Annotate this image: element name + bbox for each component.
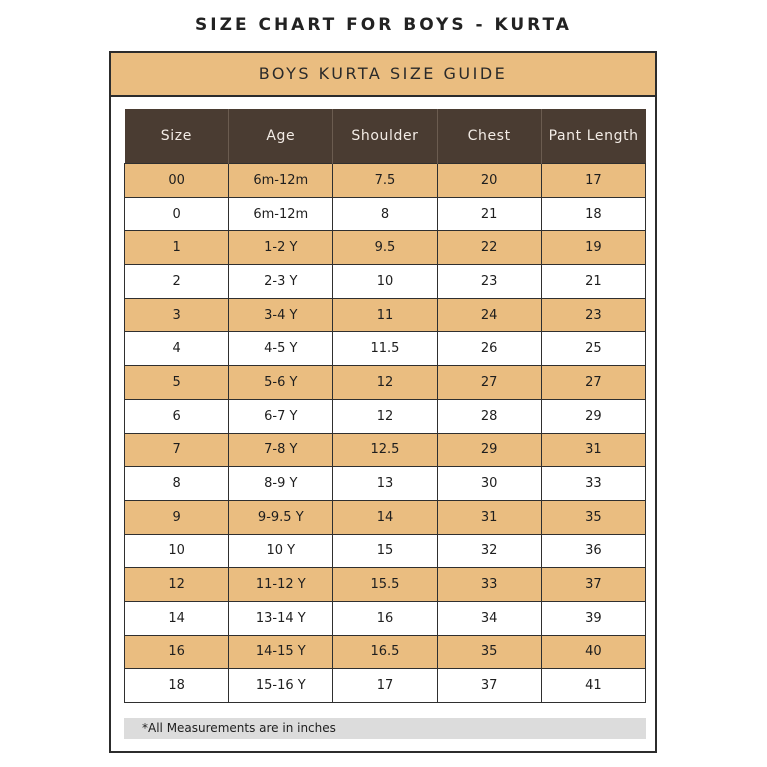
cell-chest: 33	[437, 568, 541, 602]
cell-age: 2-3 Y	[229, 265, 333, 299]
cell-size: 18	[125, 669, 229, 703]
table-row	[125, 568, 646, 602]
cell-age: 6m-12m	[229, 197, 333, 231]
cell-size: 2	[125, 265, 229, 299]
cell-size: 9	[125, 500, 229, 534]
measurement-note: *All Measurements are in inches	[124, 718, 646, 739]
cell-shoulder: 16.5	[333, 635, 437, 669]
table-header-row	[125, 109, 646, 164]
table-row	[125, 231, 646, 265]
cell-pant-length: 19	[541, 231, 645, 265]
cell-chest: 23	[437, 265, 541, 299]
table-row	[125, 433, 646, 467]
cell-shoulder: 12.5	[333, 433, 437, 467]
column-header-age: Age	[229, 109, 333, 164]
cell-shoulder: 16	[333, 601, 437, 635]
cell-size: 1	[125, 231, 229, 265]
cell-size: 14	[125, 601, 229, 635]
cell-pant-length: 36	[541, 534, 645, 568]
column-header-size: Size	[125, 109, 229, 164]
cell-shoulder: 12	[333, 366, 437, 400]
cell-age: 7-8 Y	[229, 433, 333, 467]
cell-pant-length: 21	[541, 265, 645, 299]
cell-size: 6	[125, 399, 229, 433]
cell-age: 1-2 Y	[229, 231, 333, 265]
cell-size: 12	[125, 568, 229, 602]
cell-chest: 21	[437, 197, 541, 231]
cell-chest: 35	[437, 635, 541, 669]
cell-chest: 24	[437, 298, 541, 332]
cell-age: 14-15 Y	[229, 635, 333, 669]
cell-shoulder: 17	[333, 669, 437, 703]
table-body	[125, 164, 646, 703]
table-row	[125, 534, 646, 568]
table-row	[125, 298, 646, 332]
cell-age: 9-9.5 Y	[229, 500, 333, 534]
cell-chest: 26	[437, 332, 541, 366]
cell-shoulder: 10	[333, 265, 437, 299]
column-header-pant-length: Pant Length	[541, 109, 645, 164]
table-row	[125, 197, 646, 231]
cell-pant-length: 33	[541, 467, 645, 501]
cell-age: 4-5 Y	[229, 332, 333, 366]
cell-pant-length: 27	[541, 366, 645, 400]
cell-chest: 28	[437, 399, 541, 433]
cell-size: 7	[125, 433, 229, 467]
table-row	[125, 366, 646, 400]
cell-pant-length: 25	[541, 332, 645, 366]
cell-chest: 32	[437, 534, 541, 568]
table-row	[125, 467, 646, 501]
cell-shoulder: 9.5	[333, 231, 437, 265]
cell-pant-length: 23	[541, 298, 645, 332]
cell-chest: 30	[437, 467, 541, 501]
cell-pant-length: 35	[541, 500, 645, 534]
table-row	[125, 399, 646, 433]
cell-chest: 22	[437, 231, 541, 265]
cell-size: 0	[125, 197, 229, 231]
cell-shoulder: 15.5	[333, 568, 437, 602]
table-row	[125, 332, 646, 366]
cell-shoulder: 15	[333, 534, 437, 568]
page-title: SIZE CHART FOR BOYS - KURTA	[195, 15, 572, 35]
table-row	[125, 164, 646, 198]
cell-size: 8	[125, 467, 229, 501]
cell-size: 00	[125, 164, 229, 198]
cell-age: 5-6 Y	[229, 366, 333, 400]
cell-pant-length: 41	[541, 669, 645, 703]
cell-size: 3	[125, 298, 229, 332]
cell-size: 16	[125, 635, 229, 669]
cell-age: 6-7 Y	[229, 399, 333, 433]
cell-shoulder: 7.5	[333, 164, 437, 198]
cell-pant-length: 29	[541, 399, 645, 433]
cell-size: 4	[125, 332, 229, 366]
cell-pant-length: 37	[541, 568, 645, 602]
cell-chest: 31	[437, 500, 541, 534]
size-table	[124, 109, 646, 703]
cell-shoulder: 12	[333, 399, 437, 433]
cell-chest: 29	[437, 433, 541, 467]
cell-age: 10 Y	[229, 534, 333, 568]
cell-age: 11-12 Y	[229, 568, 333, 602]
size-guide-card	[109, 51, 657, 753]
column-header-chest: Chest	[437, 109, 541, 164]
cell-age: 13-14 Y	[229, 601, 333, 635]
cell-shoulder: 8	[333, 197, 437, 231]
cell-shoulder: 13	[333, 467, 437, 501]
table-row	[125, 500, 646, 534]
cell-pant-length: 17	[541, 164, 645, 198]
cell-pant-length: 31	[541, 433, 645, 467]
table-row	[125, 601, 646, 635]
cell-size: 5	[125, 366, 229, 400]
cell-chest: 20	[437, 164, 541, 198]
table-row	[125, 265, 646, 299]
cell-size: 10	[125, 534, 229, 568]
cell-pant-length: 18	[541, 197, 645, 231]
cell-chest: 27	[437, 366, 541, 400]
cell-shoulder: 11	[333, 298, 437, 332]
table-row	[125, 669, 646, 703]
cell-age: 8-9 Y	[229, 467, 333, 501]
cell-pant-length: 40	[541, 635, 645, 669]
cell-shoulder: 14	[333, 500, 437, 534]
cell-age: 6m-12m	[229, 164, 333, 198]
cell-pant-length: 39	[541, 601, 645, 635]
column-header-shoulder: Shoulder	[333, 109, 437, 164]
cell-age: 3-4 Y	[229, 298, 333, 332]
cell-shoulder: 11.5	[333, 332, 437, 366]
size-guide-title: BOYS KURTA SIZE GUIDE	[111, 53, 655, 97]
cell-age: 15-16 Y	[229, 669, 333, 703]
cell-chest: 37	[437, 669, 541, 703]
table-row	[125, 635, 646, 669]
cell-chest: 34	[437, 601, 541, 635]
